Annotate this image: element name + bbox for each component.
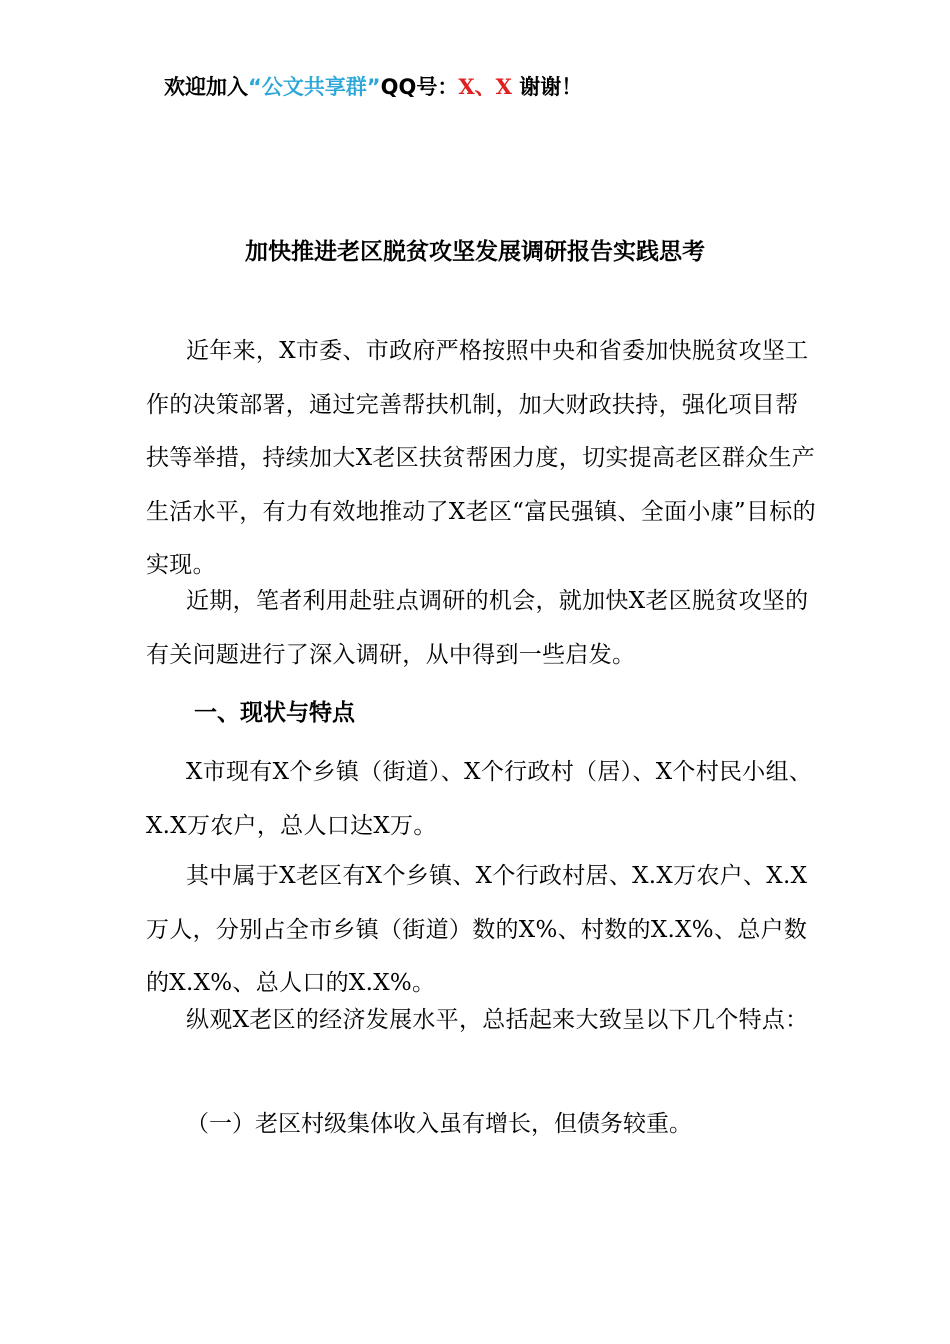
banner-qq-number: X、X bbox=[458, 74, 512, 99]
section-paragraph-2: 其中属于X老区有X个乡镇、X个行政村居、X.X万农户、X.X万人，分别占全市乡镇（街道）数的X%、村数的X.X%、总户数的X.X%、总人口的X.X%。 bbox=[146, 863, 808, 996]
banner-qq-label: QQ号： bbox=[380, 75, 459, 99]
intro-paragraph-1: 近年来，X市委、市政府严格按照中央和省委加快脱贫攻坚工作的决策部署，通过完善帮扶机制，加大财政扶持，强化项目帮扶等举措，持续加大X老区扶贫帮困力度，切实提高老区群众生产生活水平，有力有效地推动了X老区“富民强镇、全面小康”目标的实现。 bbox=[146, 338, 816, 578]
section-paragraph-1: X市现有X个乡镇（街道）、X个行政村（居）、X个村民小组、X.X万农户，总人口达X万。 bbox=[146, 759, 813, 839]
section-heading: 一、现状与特点 bbox=[194, 700, 355, 726]
document-title: 加快推进老区脱贫攻坚发展调研报告实践思考 bbox=[245, 239, 705, 265]
intro-paragraph-2: 近期，笔者利用赴驻点调研的机会，就加快X老区脱贫攻坚的有关问题进行了深入调研，从中得到一些启发。 bbox=[146, 588, 809, 668]
share-group-banner bbox=[164, 72, 582, 102]
banner-prefix: 欢迎加入 bbox=[164, 75, 248, 99]
section-paragraph-3: 纵观X老区的经济发展水平，总括起来大致呈以下几个特点： bbox=[186, 1007, 809, 1033]
subheading: （一）老区村级集体收入虽有增长，但债务较重。 bbox=[186, 1111, 692, 1137]
banner-group-name: “公文共享群” bbox=[248, 75, 381, 99]
banner-suffix: 谢谢！ bbox=[511, 75, 583, 99]
